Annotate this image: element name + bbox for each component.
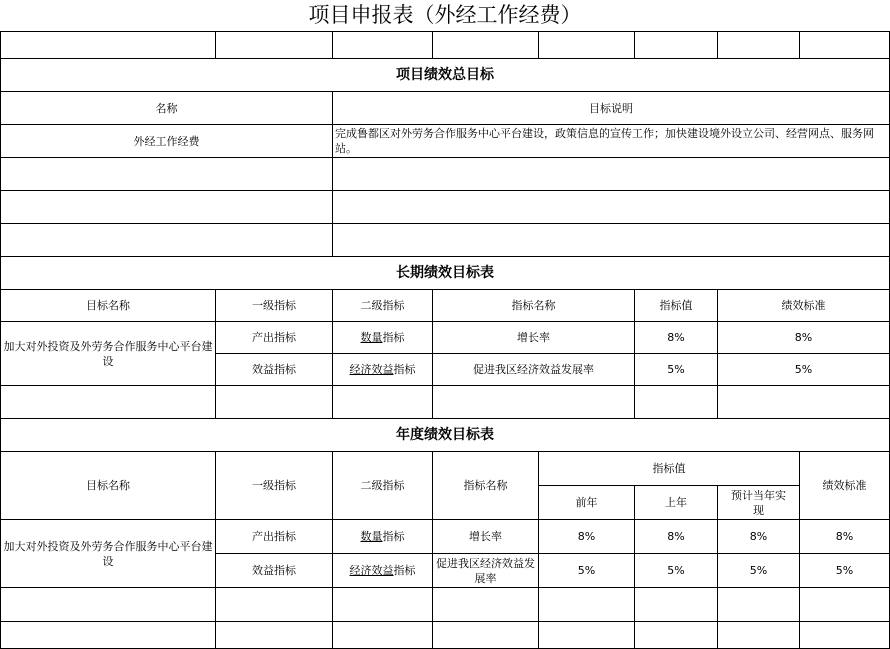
- blank-cell: [539, 588, 635, 622]
- longterm-value: 5%: [635, 354, 718, 386]
- annual-level2-link: 经济效益: [349, 564, 394, 577]
- longterm-header-level1: 一级指标: [216, 290, 333, 322]
- longterm-level2-link: 经济效益: [349, 363, 394, 376]
- blank-cell: [800, 588, 890, 622]
- longterm-standard: 8%: [718, 322, 890, 354]
- blank-cell: [433, 588, 539, 622]
- blank-cell: [333, 158, 890, 191]
- blank-cell: [1, 191, 333, 224]
- overall-header-row: [1, 92, 890, 125]
- blank-cell: [216, 32, 333, 59]
- annual-prev1: 5%: [635, 554, 718, 588]
- annual-prev2: 5%: [539, 554, 635, 588]
- annual-level2-link: 数量: [360, 530, 383, 543]
- longterm-heading: 长期绩效目标表: [1, 257, 890, 290]
- longterm-level2: [333, 354, 433, 386]
- annual-row-1: [1, 520, 890, 554]
- blank-cell: [539, 32, 635, 59]
- longterm-row-1: [1, 322, 890, 354]
- annual-level1: 产出指标: [216, 520, 333, 554]
- overall-heading: 项目绩效总目标: [1, 59, 890, 92]
- annual-heading: 年度绩效目标表: [1, 419, 890, 452]
- annual-header-prev1: 上年: [635, 486, 718, 520]
- annual-header-expected: 预计当年实现: [718, 486, 800, 520]
- annual-expected: 8%: [718, 520, 800, 554]
- overall-data-row: [1, 125, 890, 158]
- longterm-level1: 效益指标: [216, 354, 333, 386]
- blank-cell: [718, 622, 800, 649]
- longterm-header-value: 指标值: [635, 290, 718, 322]
- annual-header-level2: 二级指标: [333, 452, 433, 520]
- blank-cell: [1, 386, 216, 419]
- blank-cell: [1, 588, 216, 622]
- annual-heading-row: [1, 419, 890, 452]
- longterm-header-level2: 二级指标: [333, 290, 433, 322]
- annual-goal-name: 加大对外投资及外劳务合作服务中心平台建设: [1, 520, 216, 588]
- overall-blank-row: [1, 191, 890, 224]
- annual-header-level1: 一级指标: [216, 452, 333, 520]
- blank-cell: [635, 588, 718, 622]
- annual-header-indicator: 指标名称: [433, 452, 539, 520]
- page-title: 项目申报表（外经工作经费）: [308, 3, 582, 27]
- longterm-standard: 5%: [718, 354, 890, 386]
- blank-cell: [635, 386, 718, 419]
- annual-header-prev2: 前年: [539, 486, 635, 520]
- longterm-level1: 产出指标: [216, 322, 333, 354]
- blank-cell: [216, 622, 333, 649]
- blank-cell: [433, 32, 539, 59]
- blank-cell: [1, 622, 216, 649]
- blank-cell: [216, 386, 333, 419]
- blank-cell: [216, 588, 333, 622]
- annual-level2: [333, 520, 433, 554]
- blank-cell: [1, 158, 333, 191]
- longterm-header-row: [1, 290, 890, 322]
- blank-cell: [539, 622, 635, 649]
- annual-blank-row: [1, 622, 890, 649]
- overall-col-desc: 目标说明: [333, 92, 890, 125]
- longterm-heading-row: [1, 257, 890, 290]
- blank-cell: [333, 386, 433, 419]
- blank-cell: [718, 32, 800, 59]
- blank-cell: [718, 386, 890, 419]
- annual-level2-suffix: 指标: [393, 564, 416, 577]
- overall-blank-row: [1, 158, 890, 191]
- annual-blank-row: [1, 588, 890, 622]
- longterm-blank-row: [1, 386, 890, 419]
- blank-cell: [433, 386, 635, 419]
- blank-cell: [433, 622, 539, 649]
- blank-cell: [333, 622, 433, 649]
- annual-prev2: 8%: [539, 520, 635, 554]
- blank-cell: [1, 224, 333, 257]
- blank-cell: [333, 224, 890, 257]
- report-table: [0, 31, 890, 649]
- overall-blank-row: [1, 224, 890, 257]
- blank-cell: [718, 588, 800, 622]
- blank-cell: [635, 32, 718, 59]
- blank-cell: [333, 32, 433, 59]
- longterm-header-indicator: 指标名称: [433, 290, 635, 322]
- annual-header-value-group: 指标值: [539, 452, 800, 486]
- overall-name-cell: 外经工作经费: [1, 125, 333, 158]
- blank-cell: [800, 32, 890, 59]
- longterm-indicator: 促进我区经济效益发展率: [433, 354, 635, 386]
- blank-cell: [800, 622, 890, 649]
- blank-cell: [333, 588, 433, 622]
- longterm-level2-suffix: 指标: [393, 363, 416, 376]
- annual-prev1: 8%: [635, 520, 718, 554]
- annual-header-goal: 目标名称: [1, 452, 216, 520]
- blank-cell: [635, 622, 718, 649]
- longterm-goal-name: 加大对外投资及外劳务合作服务中心平台建设: [1, 322, 216, 386]
- longterm-level2-suffix: 指标: [382, 331, 405, 344]
- annual-standard: 5%: [800, 554, 890, 588]
- overall-desc-cell: 完成鲁都区对外劳务合作服务中心平台建设，政策信息的宣传工作；加快建设境外设立公司、经营网点、服务网站。: [333, 125, 890, 158]
- overall-heading-row: [1, 59, 890, 92]
- longterm-level2-link: 数量: [360, 331, 383, 344]
- longterm-value: 8%: [635, 322, 718, 354]
- longterm-level2: [333, 322, 433, 354]
- annual-indicator: 促进我区经济效益发展率: [433, 554, 539, 588]
- annual-level2: [333, 554, 433, 588]
- annual-header-standard: 绩效标准: [800, 452, 890, 520]
- longterm-header-goal: 目标名称: [1, 290, 216, 322]
- blank-cell: [333, 191, 890, 224]
- annual-header-row-1: [1, 452, 890, 486]
- blank-row: [1, 32, 890, 59]
- overall-col-name: 名称: [1, 92, 333, 125]
- longterm-header-standard: 绩效标准: [718, 290, 890, 322]
- annual-level1: 效益指标: [216, 554, 333, 588]
- blank-cell: [1, 32, 216, 59]
- annual-indicator: 增长率: [433, 520, 539, 554]
- annual-level2-suffix: 指标: [382, 530, 405, 543]
- annual-expected: 5%: [718, 554, 800, 588]
- annual-standard: 8%: [800, 520, 890, 554]
- longterm-indicator: 增长率: [433, 322, 635, 354]
